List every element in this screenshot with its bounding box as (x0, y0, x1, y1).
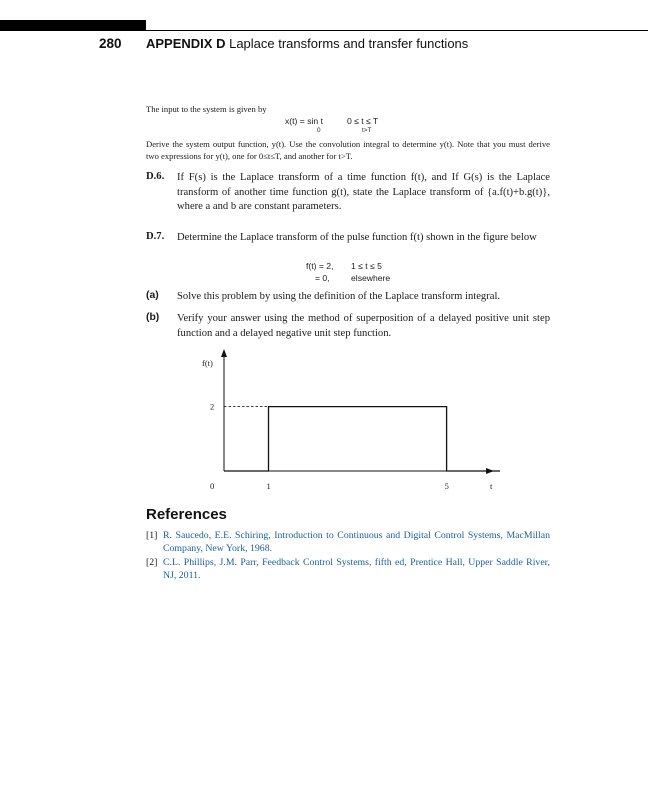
y-axis-label: f(t) (202, 358, 213, 368)
input-intro-text: The input to the system is given by (146, 104, 267, 114)
pulse-equation-condition: 1 ≤ t ≤ 5 (351, 261, 382, 271)
part-b-label: (b) (146, 312, 160, 323)
appendix-label: APPENDIX D (146, 36, 226, 51)
part-b-text: Verify your answer using the method of superposition of a delayed positive unit step function and a delayed negative unit step function. (177, 313, 550, 339)
pulse-equation-lhs: f(t) = 2, (306, 261, 334, 271)
y-tick-label-2: 2 (210, 401, 215, 412)
pulse-equation-zero: = 0, (315, 273, 330, 283)
reference-item (146, 556, 550, 582)
running-head (146, 36, 468, 51)
part-a-label: (a) (146, 290, 159, 301)
page-number: 280 (99, 36, 122, 51)
chapter-title: Laplace transforms and transfer functions (229, 36, 469, 51)
derive-instructions: Derive the system output function, y(t). Use the convolution integral to determine y(t). Note that you must derive two expressions for y(t), one for 0≤t≤T, and another for t>T. (146, 139, 550, 161)
reference-text: R. Saucedo, E.E. Schiring, Introduction to Continuous and Digital Control Systems, MacMillan Company, New York, 1968. (163, 530, 550, 554)
reference-number: [2] (146, 557, 158, 568)
x-tick-label-1: 1 (266, 481, 271, 491)
problem-d6-text: If F(s) is the Laplace transform of a time function f(t), and If G(s) is the Laplace transform of another time function g(t), state the Laplace transform of {a.f(t)+b.g(t)}, where a and b are constant parameters. (177, 172, 550, 212)
pulse-function-chart (190, 345, 510, 495)
part-a-text: Solve this problem by using the definition of the Laplace transform integral. (177, 291, 501, 302)
y-axis-arrow (221, 349, 227, 357)
x-tick-label-0: 0 (210, 481, 215, 491)
problem-d7-text: Determine the Laplace transform of the pulse function f(t) shown in the figure below (177, 232, 537, 243)
pulse-series-line (224, 407, 500, 471)
x-tick-label-5: 5 (444, 481, 449, 491)
input-equation-condition2: t>T (362, 127, 372, 134)
header-bar (0, 20, 146, 31)
input-equation-zero: 0 (317, 127, 321, 134)
pulse-equation-elsewhere: elsewhere (351, 273, 391, 283)
reference-number: [1] (146, 530, 158, 541)
problem-d6-number: D.6. (146, 171, 165, 182)
x-axis-label: t (490, 481, 493, 491)
references-heading: References (146, 506, 227, 523)
input-equation-lhs: x(t) = sin t (285, 116, 323, 126)
reference-item (146, 529, 550, 555)
problem-d7-number: D.7. (146, 231, 165, 242)
input-equation-condition: 0 ≤ t ≤ T (347, 116, 379, 126)
header-rule (146, 30, 648, 31)
reference-text: C.L. Phillips, J.M. Parr, Feedback Control Systems, fifth ed, Prentice Hall, Upper Saddle River, NJ, 2011. (163, 557, 550, 581)
